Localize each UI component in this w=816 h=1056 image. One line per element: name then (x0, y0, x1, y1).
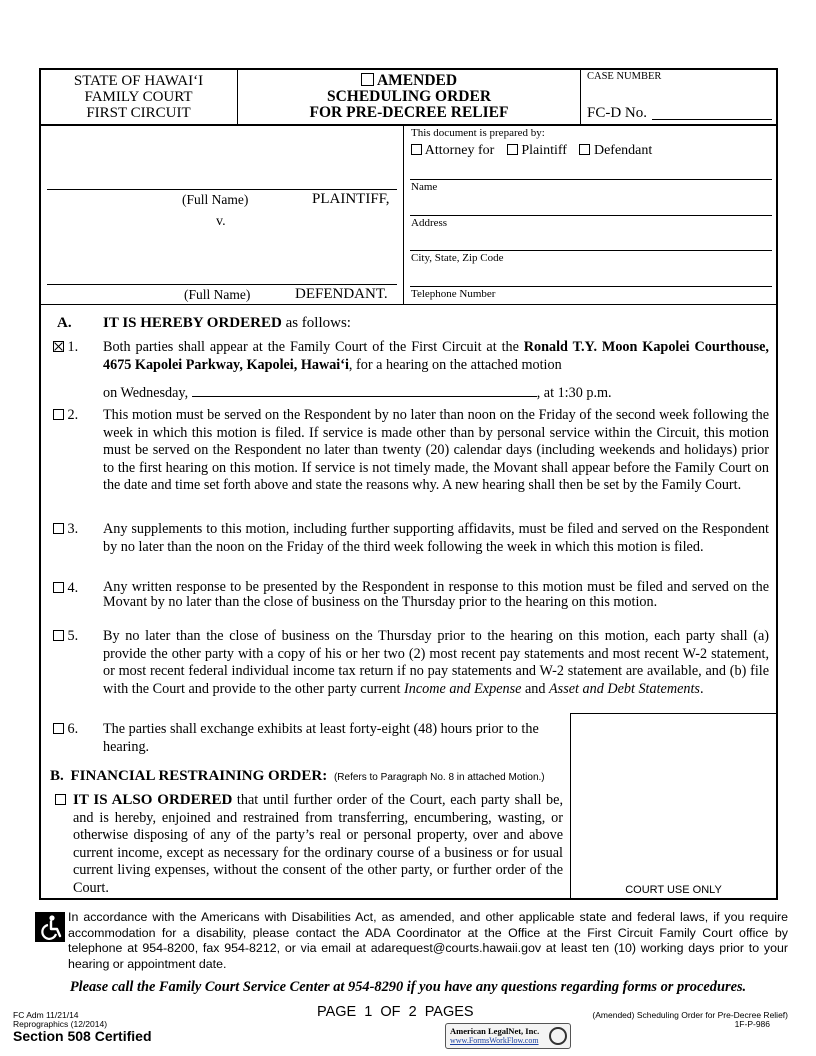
item-1-date-line (103, 385, 612, 403)
item-4-marker (53, 580, 78, 598)
defendant-label: DEFENDANT. (295, 286, 388, 302)
item-1-number: 1. (67, 339, 79, 355)
telephone-field[interactable] (410, 286, 772, 287)
item-5-asset-debt: Asset and Debt Statements (549, 680, 700, 697)
form-id: FC Adm 11/21/14 (13, 1010, 79, 1020)
court-use-only-label: COURT USE ONLY (625, 884, 722, 896)
section-a-heading-bold: IT IS HEREBY ORDERED (103, 315, 282, 331)
item-1-checkbox[interactable] (53, 341, 64, 352)
plaintiff-label: PLAINTIFF, (312, 191, 390, 207)
case-number-label: CASE NUMBER (587, 71, 662, 82)
item-5-and: and (521, 680, 550, 697)
item-4-checkbox[interactable] (53, 582, 64, 593)
plaintiff-option-label: Plaintiff (521, 143, 567, 158)
item-4-number: 4. (67, 580, 79, 596)
section-b-order-body: that until further order of the Court, each party shall be, and is hereby, enjoined and restrained from transferring, encumbering, wasting, or otherwise disposing of any of the party’s real or personal property, over and above current income, except as necessary for the ordinary course of a business or for usual current living expenses, without the consent of the other party, or further order of the Court. (73, 792, 563, 896)
legalnet-logo[interactable] (445, 1023, 571, 1049)
item-5-checkbox[interactable] (53, 630, 64, 641)
item-1-date-suffix: , at 1:30 p.m. (536, 385, 612, 401)
section-a-heading (103, 315, 351, 332)
service-center-notice: Please call the Family Court Service Center at 954-8290 if you have any questions regarding forms or procedures. (69, 979, 747, 995)
logo-line1: American LegalNet, Inc. (450, 1026, 540, 1036)
item-1-text-end: , for a hearing on the attached motion (348, 356, 562, 373)
item-6-checkbox[interactable] (53, 723, 64, 734)
item-5-text-start: By no later than the close of business on the Thursday prior to the hearing on this motion, each party shall (a) provide the other party with a copy of his or her two (2) most recent pay statements and most recent W-2 statement, or most recent federal individual income tax return if no pay statements and W-2 statement are available, and (b) file with the Court and provide to the other party current (103, 628, 769, 697)
section-b-note: (Refers to Paragraph No. 8 in attached Motion.) (333, 772, 545, 783)
name-field[interactable] (410, 179, 772, 180)
amended-checkbox[interactable] (361, 73, 374, 86)
court-family: FAMILY COURT (84, 89, 193, 105)
item-3-text: Any supplements to this motion, including further supporting affidavits, must be filed and served on the Respondent by no later than the noon on the Friday of the third week following the week in which this motion is filed. (103, 521, 769, 555)
section-b-letter: B. (50, 768, 64, 784)
header-divider-2 (580, 69, 581, 125)
item-1-text-start: Both parties shall appear at the Family Court of the First Circuit at the (103, 339, 524, 355)
versus-label: v. (216, 214, 226, 229)
item-3-marker (53, 521, 78, 539)
preparer-options (411, 143, 652, 159)
item-5-number: 5. (67, 628, 79, 644)
parties-divider (403, 125, 404, 305)
section-a-heading-rest: as follows: (285, 315, 351, 331)
parties-bottom-line (40, 304, 777, 305)
item-2-number: 2. (67, 407, 79, 423)
prepared-by-label: This document is prepared by: (411, 127, 545, 139)
defendant-option-label: Defendant (593, 143, 653, 158)
item-2-marker (53, 407, 78, 425)
name-field-label: Name (411, 181, 438, 193)
court-name-block (40, 73, 237, 121)
reprographics: Reprographics (12/2014) (13, 1019, 108, 1029)
defendant-checkbox[interactable] (579, 144, 590, 155)
item-6-number: 6. (67, 721, 79, 737)
logo-seal-icon (549, 1027, 567, 1045)
item-4-text: Any written response to be presented by the Respondent in response to this motion must be filed and served on the Movant by no later than the close of business on the Thursday prior to the hearing on this motion. (103, 579, 769, 610)
item-1-text (103, 339, 769, 374)
item-5-text (103, 628, 769, 698)
plaintiff-checkbox[interactable] (507, 144, 518, 155)
item-5-text-end: . (699, 680, 704, 697)
header-bottom-line (40, 124, 777, 126)
item-6-text: The parties shall exchange exhibits at least forty-eight (48) hours prior to the hearing. (103, 721, 539, 755)
plaintiff-name-field[interactable] (47, 189, 397, 190)
logo-line2: www.FormsWorkFlow.com (450, 1036, 539, 1045)
city-field[interactable] (410, 250, 772, 251)
form-code: 1F-P-986 (734, 1019, 770, 1029)
form-title-line2: FOR PRE-DECREE RELIEF (309, 104, 509, 121)
ada-notice: In accordance with the Americans with Disabilities Act, as amended, and other applicable state and federal laws, if you require accommodation for a disability, please contact the ADA Coordinator at the Office at the First Circuit Family Court office by telephone at 954-8200, fax 954-8212, or via email at adarequest@courts.hawaii.gov at least ten (10) working days prior to your hearing or appointment date. (68, 910, 788, 971)
address-field[interactable] (410, 215, 772, 216)
court-circuit: FIRST CIRCUIT (86, 105, 191, 121)
item-2-text: This motion must be served on the Respondent by no later than noon on the Friday of the second week following the week in which this motion is filed. If service is made other than by personal service within the Circuit, this motion must be served on the Respondent no later than twenty (20) calendar days (including weekends and holidays) prior to the first hearing on this motion. If service is not timely made, the Movant shall appear before the Family Court on the date and time set forth above and state the reasons why. A new hearing shall then be set by the Family Court. (103, 407, 769, 494)
section-a-letter: A. (57, 315, 72, 331)
item-3-checkbox[interactable] (53, 523, 64, 534)
item-1-date-prefix: on Wednesday, (103, 385, 189, 401)
item-5-marker (53, 628, 78, 646)
accessibility-icon (35, 912, 65, 942)
court-state: STATE OF HAWAI‘I (73, 73, 204, 89)
item-1-marker (53, 339, 78, 357)
telephone-field-label: Telephone Number (411, 288, 496, 300)
section-b-title: FINANCIAL RESTRAINING ORDER: (70, 768, 328, 784)
restraining-order-checkbox[interactable] (55, 794, 66, 805)
section-b-checkbox-wrap (55, 792, 66, 810)
case-number-prefix: FC-D No. (587, 105, 648, 121)
city-field-label: City, State, Zip Code (411, 252, 504, 264)
section-508-certified: Section 508 Certified (13, 1028, 152, 1044)
court-use-box (570, 713, 777, 899)
item-3-number: 3. (67, 521, 79, 537)
case-number-field[interactable] (652, 119, 772, 120)
address-field-label: Address (411, 217, 448, 229)
section-b-order-text (73, 792, 563, 898)
form-title-block (238, 73, 580, 121)
page-indicator: PAGE 1 OF 2 PAGES (317, 1004, 474, 1020)
attorney-label: Attorney for (424, 143, 495, 158)
doc-title-footer: (Amended) Scheduling Order for Pre-Decree Relief) (592, 1010, 788, 1020)
plaintiff-full-name-label: (Full Name) (182, 192, 249, 207)
section-b-order-bold: IT IS ALSO ORDERED (73, 792, 233, 808)
defendant-full-name-label: (Full Name) (184, 287, 251, 302)
item-2-checkbox[interactable] (53, 409, 64, 420)
form-title-line1: SCHEDULING ORDER (326, 88, 492, 105)
item-5-income-expense: Income and Expense (404, 680, 522, 697)
item-6-marker (53, 721, 78, 739)
amended-label: AMENDED (376, 72, 458, 89)
attorney-checkbox[interactable] (411, 144, 422, 155)
section-b-heading (50, 768, 545, 785)
hearing-date-field[interactable] (192, 385, 537, 397)
item-1-courthouse: Ronald T.Y. Moon Kapolei Courthouse, 4675 Kapolei Parkway, Kapolei, Hawai‘i (103, 339, 769, 373)
defendant-name-field[interactable] (47, 284, 397, 285)
